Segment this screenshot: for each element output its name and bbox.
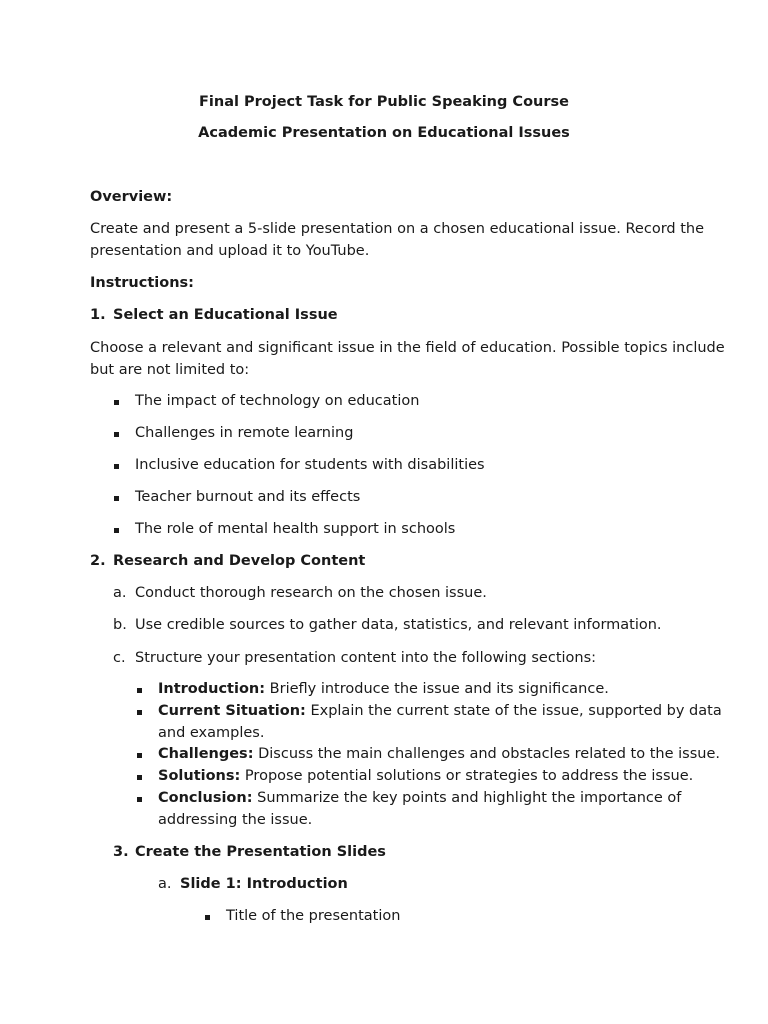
document-subtitle: Academic Presentation on Educational Issues bbox=[198, 125, 570, 141]
step-letter: c. bbox=[113, 650, 126, 666]
section-description: Briefly introduce the issue and its significance. bbox=[265, 681, 609, 697]
step-letter: b. bbox=[113, 617, 127, 633]
overview-line-1: Create and present a 5-slide presentation on a chosen educational issue. Record the bbox=[90, 221, 705, 237]
instructions-heading: Instructions: bbox=[90, 275, 194, 291]
section-term: Current Situation: bbox=[158, 703, 306, 719]
bullet-icon bbox=[114, 496, 119, 501]
section-term: Conclusion: bbox=[158, 790, 253, 806]
bullet-icon bbox=[137, 775, 142, 780]
section-term: Introduction: bbox=[158, 681, 266, 697]
section-description-continued: addressing the issue. bbox=[158, 812, 313, 828]
bullet-icon bbox=[137, 797, 142, 802]
section-description: Discuss the main challenges and obstacles related to the issue. bbox=[253, 746, 720, 762]
bullet-icon bbox=[114, 400, 119, 405]
topic-item: The role of mental health support in schools bbox=[135, 521, 456, 537]
section-3-number: 3. bbox=[113, 844, 129, 860]
bullet-icon bbox=[114, 464, 119, 469]
document-title: Final Project Task for Public Speaking Course bbox=[199, 94, 569, 110]
topic-item: Inclusive education for students with disabilities bbox=[135, 457, 485, 473]
bullet-icon bbox=[205, 915, 210, 920]
content-section-item bbox=[158, 681, 609, 697]
step-text: Conduct thorough research on the chosen issue. bbox=[135, 585, 487, 601]
bullet-icon bbox=[137, 688, 142, 693]
section-term: Challenges: bbox=[158, 746, 254, 762]
content-section-item bbox=[158, 768, 693, 784]
bullet-icon bbox=[137, 753, 142, 758]
section-1-number: 1. bbox=[90, 307, 106, 323]
topic-item: Challenges in remote learning bbox=[135, 425, 354, 441]
section-3-heading: Create the Presentation Slides bbox=[135, 844, 386, 860]
step-letter: a. bbox=[113, 585, 127, 601]
slide-letter: a. bbox=[158, 876, 172, 892]
section-1-intro-line-1: Choose a relevant and significant issue in the field of education. Possible topics include bbox=[90, 340, 725, 356]
section-1-heading: Select an Educational Issue bbox=[113, 307, 338, 323]
content-section-item bbox=[158, 703, 722, 719]
section-description: Explain the current state of the issue, supported by data bbox=[305, 703, 722, 719]
slide-1-bullet: Title of the presentation bbox=[226, 908, 401, 924]
content-section-item bbox=[158, 746, 720, 762]
topic-item: The impact of technology on education bbox=[135, 393, 420, 409]
content-section-item bbox=[158, 790, 681, 806]
section-description: Propose potential solutions or strategies to address the issue. bbox=[240, 768, 694, 784]
section-term: Solutions: bbox=[158, 768, 241, 784]
bullet-icon bbox=[114, 528, 119, 533]
slide-1-heading: Slide 1: Introduction bbox=[180, 876, 348, 892]
bullet-icon bbox=[114, 432, 119, 437]
overview-line-2: presentation and upload it to YouTube. bbox=[90, 243, 370, 259]
section-description: Summarize the key points and highlight the importance of bbox=[252, 790, 682, 806]
bullet-icon bbox=[137, 710, 142, 715]
step-text: Use credible sources to gather data, statistics, and relevant information. bbox=[135, 617, 662, 633]
step-text: Structure your presentation content into the following sections: bbox=[135, 650, 597, 666]
section-2-number: 2. bbox=[90, 553, 106, 569]
overview-heading: Overview: bbox=[90, 189, 173, 205]
section-1-intro-line-2: but are not limited to: bbox=[90, 362, 250, 378]
section-2-heading: Research and Develop Content bbox=[113, 553, 366, 569]
topic-item: Teacher burnout and its effects bbox=[135, 489, 361, 505]
section-description-continued: and examples. bbox=[158, 725, 265, 741]
